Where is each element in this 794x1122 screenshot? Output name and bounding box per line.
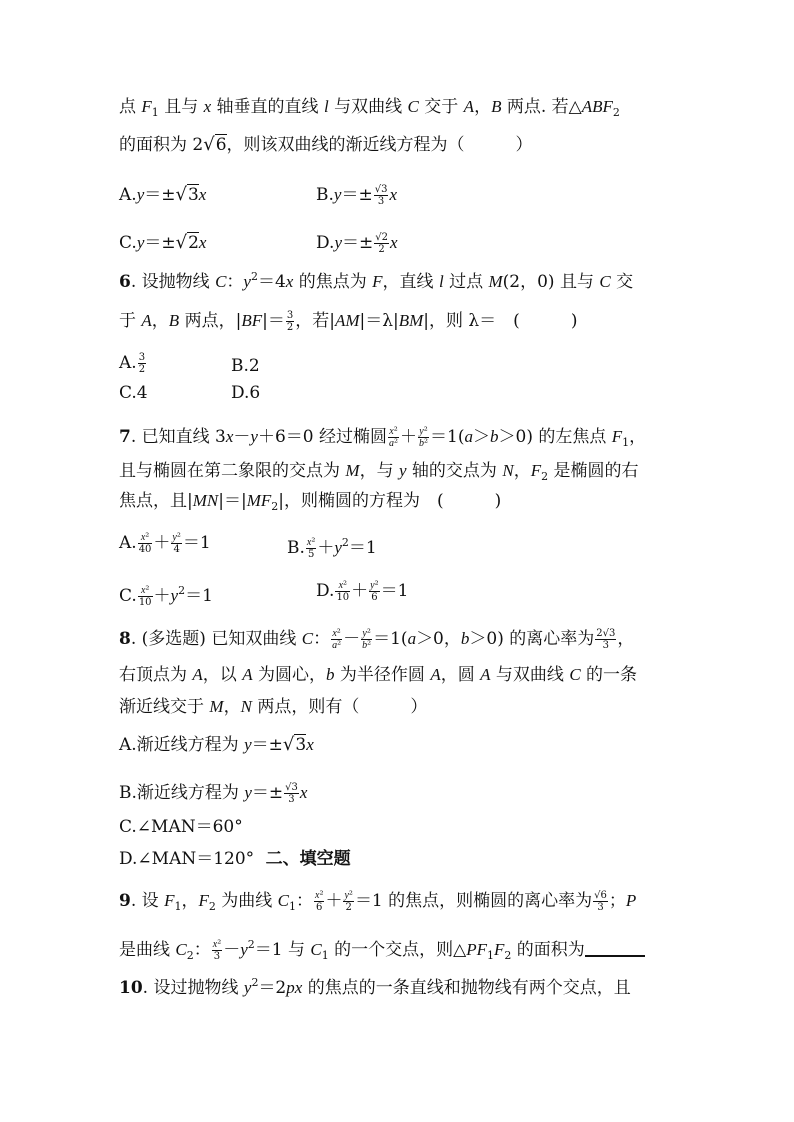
q5-option-c: C.y＝±√2x bbox=[119, 232, 207, 253]
q8-line-1: 8. (多选题) 已知双曲线 C： $\frac{\text{x²}}{\text{a²}}$ － $\frac{\text{y²}}{\text{b²}}$ ＝1(a＞0，b＞0) 的离心率为 $\frac{2√3}{3}$ ， bbox=[119, 628, 635, 651]
q8-option-a: A.渐近线方程为 y＝±√3x bbox=[119, 734, 314, 755]
q6-option-b: B.2 bbox=[231, 356, 260, 376]
q7-option-c: C. $\frac{\text{x²}}{10}$ $+y^2=1$ bbox=[119, 584, 213, 608]
q5-line-1: 点 $F_1$ 且与 x 轴垂直的直线 l 与双曲线 C 交于 A，B 两点. 若$\triangle ABF_2$ bbox=[119, 97, 620, 119]
q5-option-d: D.y＝± $\frac{√2}{2}$ x bbox=[316, 232, 398, 255]
q9-line-1: 9. 设 $F_1$，$F_2$ 为曲线 $C_1$： $\frac{\text{x²}}{6}$ ＋ $\frac{\text{y²}}{2}$ ＝1 的焦点，则椭圆的离心率为 $\frac{√6}{3}$ ；P bbox=[119, 890, 637, 913]
q8-option-d bbox=[119, 848, 351, 870]
q9-line-2: 是曲线 $C_2$： $\frac{\text{x²}}{3}$ $-y^2=1$ 与 $C_1$ 的一个交点，则$\triangle PF_1F_2$ 的面积为 bbox=[119, 934, 645, 967]
q8-option-b: B.渐近线方程为 y＝± $\frac{√3}{3}$ x bbox=[119, 782, 308, 805]
q8-line-2: 右顶点为 A，以 A 为圆心，b 为半径作圆 A，圆 A 与双曲线 C 的一条 bbox=[119, 665, 638, 685]
q8-option-c: C.∠MAN＝60° bbox=[119, 817, 243, 837]
q6-option-c: C.4 bbox=[119, 383, 148, 403]
q6-line-1: 6. 设抛物线 C：$y^2=4x$ 的焦点为 F，直线 l 过点 M(2，0) 且与 C 交 bbox=[119, 270, 634, 292]
q8-option-d-text: D.∠MAN＝120° bbox=[119, 849, 255, 869]
q8-line-3: 渐近线交于 M，N 两点，则有（ ） bbox=[119, 697, 428, 717]
q7-option-d: D. $\frac{\text{x²}}{10}$ ＋ $\frac{\text{y²}}{6}$ ＝1 bbox=[316, 580, 409, 603]
q6-option-d: D.6 bbox=[231, 383, 261, 403]
q7-option-a: A. $\frac{\text{x²}}{40}$ ＋ $\frac{\text{y²}}{4}$ ＝1 bbox=[119, 532, 211, 555]
q6-line-2: 于 A，B 两点，|BF|＝ $\frac{3}{2}$ ，若|AM|＝λ|BM|，则 λ＝ ( ) bbox=[119, 310, 578, 333]
q10-line-1: 10. 设过抛物线 $y^2=2px$ 的焦点的一条直线和抛物线有两个交点，且 bbox=[119, 976, 631, 998]
q5-line-2: 的面积为 2√6，则该双曲线的渐近线方程为（ ） bbox=[119, 134, 533, 155]
answer-blank bbox=[585, 955, 645, 957]
q5-option-b: B.y＝± $\frac{√3}{3}$ x bbox=[316, 184, 397, 207]
section-heading: 二、填空题 bbox=[265, 849, 351, 869]
q7-line-3: 焦点，且$|MN|=|MF_2|$，则椭圆的方程为 ( ) bbox=[119, 491, 502, 513]
q6-option-a: A. $\frac{3}{2}$ bbox=[119, 352, 146, 375]
q5-option-a: A.y＝±√3x bbox=[119, 184, 207, 205]
q7-line-1: 7. 已知直线 3x－y＋6＝0 经过椭圆 $\frac{\text{x²}}{\text{a²}}$ ＋ $\frac{\text{y²}}{\text{b²}}$ ＝1(a＞b＞0) 的左焦点 $F_1$， bbox=[119, 426, 647, 449]
q7-line-2: 且与椭圆在第二象限的交点为 M，与 y 轴的交点为 N，$F_2$ 是椭圆的右 bbox=[119, 461, 639, 483]
q7-option-b: B. $\frac{\text{x²}}{5}$ $+y^2=1$ bbox=[287, 536, 377, 560]
